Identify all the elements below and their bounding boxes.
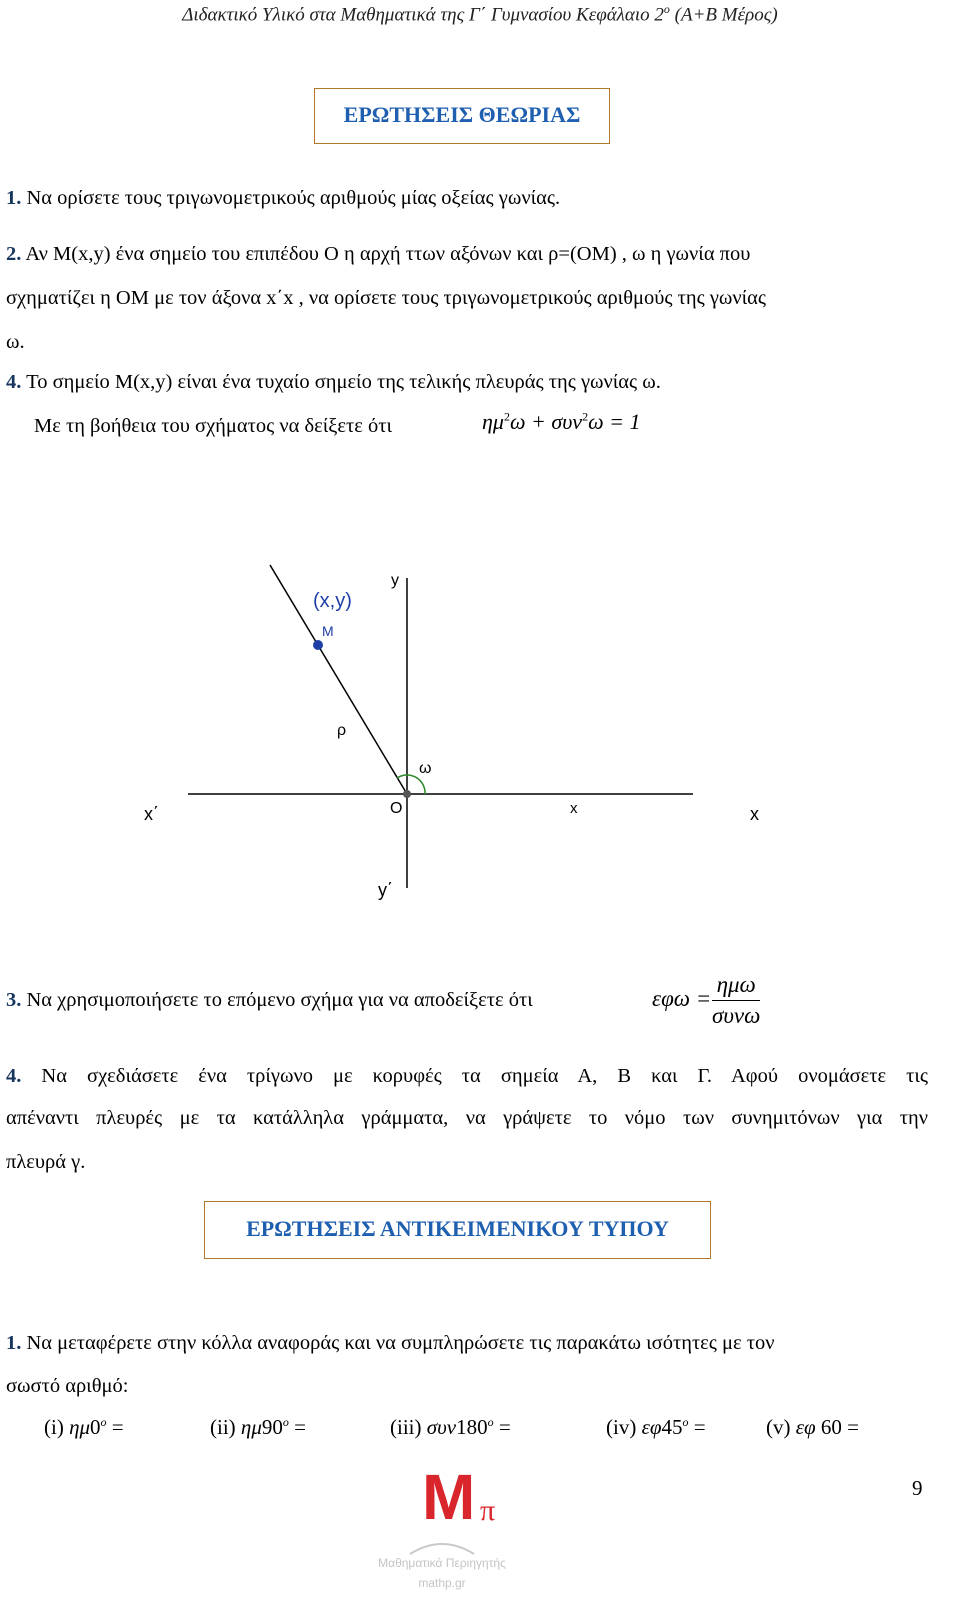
question-number: 1. bbox=[6, 187, 22, 209]
logo-letter-pi: π bbox=[480, 1494, 496, 1527]
origin-label: O bbox=[390, 800, 403, 817]
theory-section-title: ΕΡΩΤΗΣΕΙΣ ΘΕΩΡΙΑΣ bbox=[314, 88, 610, 144]
equality-item-3 bbox=[390, 1415, 511, 1440]
theory-question-2 bbox=[6, 242, 930, 266]
item-equals: = bbox=[111, 1415, 124, 1439]
header-text: Διδακτικό Υλικό στα Μαθηματικά της Γ΄ Γυμνασίου Κεφάλαιο 2 bbox=[182, 4, 664, 26]
item-function: εφ bbox=[641, 1415, 662, 1439]
item-degree: ο bbox=[487, 1415, 494, 1429]
question-number: 4. bbox=[6, 1065, 22, 1087]
theory-question-1 bbox=[6, 186, 560, 210]
theory-question-3 bbox=[6, 988, 533, 1012]
objective-question-1-line2: σωστό αριθμό: bbox=[6, 1375, 129, 1397]
question-number: 2. bbox=[6, 243, 22, 265]
item-equals: = bbox=[847, 1415, 859, 1439]
question-text-line1: Αν Μ(x,y) ένα σημείο του επιπέδου Ο η αρχή ττων αξόνων και ρ=(ΟΜ) , ω η γωνία που bbox=[21, 243, 751, 265]
identity-square-2: 2 bbox=[582, 409, 589, 424]
radius-label: ρ bbox=[337, 722, 347, 739]
logo-arc bbox=[362, 1536, 522, 1556]
item-function: ημ bbox=[69, 1415, 91, 1439]
item-argument: 180 bbox=[456, 1415, 488, 1439]
item-function: ημ bbox=[240, 1415, 262, 1439]
question-text-line1: Να σχεδιάσετε ένα τρίγωνο με κορυφές τα σημεία Α, Β και Γ. Αφού ονομάσετε τις bbox=[21, 1065, 928, 1087]
theory-question-4a-line2: Με τη βοήθεια του σχήματος να δείξετε ότι bbox=[34, 415, 392, 437]
identity-square-1: 2 bbox=[503, 409, 510, 424]
equality-item-5 bbox=[766, 1415, 859, 1440]
tangent-formula-fraction bbox=[712, 972, 760, 1029]
fraction-numerator: ημω bbox=[712, 972, 760, 1001]
theory-question-4b bbox=[6, 1064, 928, 1088]
item-function: συν bbox=[426, 1415, 457, 1439]
equality-item-2 bbox=[210, 1415, 306, 1440]
item-label: (iv) bbox=[606, 1415, 637, 1439]
tangent-formula-lhs: εφω = bbox=[652, 986, 712, 1011]
identity-part-a: ημ bbox=[482, 409, 504, 434]
item-label: (iii) bbox=[390, 1415, 422, 1439]
item-degree: ο bbox=[682, 1415, 689, 1429]
item-label: (v) bbox=[766, 1415, 791, 1439]
fraction-denominator: συνω bbox=[712, 1003, 761, 1028]
objective-section-title: ΕΡΩΤΗΣΕΙΣ ΑΝΤΙΚΕΙΜΕΝΙΚΟΥ ΤΥΠΟΥ bbox=[204, 1201, 711, 1259]
question-number: 1. bbox=[6, 1332, 22, 1354]
y-prime-label: y΄ bbox=[378, 880, 393, 900]
item-function: εφ bbox=[795, 1415, 816, 1439]
question-text: Να ορίσετε τους τριγωνομετρικούς αριθμούς μίας οξείας γωνίας. bbox=[21, 187, 561, 209]
item-argument: 45 bbox=[661, 1415, 683, 1439]
header-sup: ο bbox=[663, 2, 670, 16]
item-degree: ο bbox=[282, 1415, 289, 1429]
header-suffix: (Α+Β Μέρος) bbox=[669, 4, 778, 26]
item-label: (i) bbox=[44, 1415, 64, 1439]
x-prime-label: x΄ bbox=[144, 804, 159, 824]
theory-question-2-line2: σχηματίζει η ΟΜ με τον άξονα x΄x , να ορίσετε τους τριγωνομετρικούς αριθμούς της γωνίας bbox=[6, 287, 767, 309]
publisher-logo bbox=[362, 1462, 522, 1612]
unit-angle-figure bbox=[0, 540, 960, 920]
angle-label: ω bbox=[419, 760, 432, 777]
logo-caption: Μαθηματικά Περιηγητής bbox=[378, 1556, 506, 1570]
identity-part-c: ω = 1 bbox=[588, 409, 641, 434]
question-text: Το σημείο Μ(x,y) είναι ένα τυχαίο σημείο της τελικής πλευράς της γωνίας ω. bbox=[21, 371, 661, 393]
point-m bbox=[313, 640, 323, 650]
logo-url: mathp.gr bbox=[418, 1576, 466, 1590]
item-equals: = bbox=[693, 1415, 706, 1439]
identity-part-b: ω + συν bbox=[509, 409, 583, 434]
item-equals: = bbox=[498, 1415, 511, 1439]
theory-question-2-line3: ω. bbox=[6, 331, 25, 353]
question-text-line1: Να μεταφέρετε στην κόλλα αναφοράς και να συμπληρώσετε τις παρακάτω ισότητες με τον bbox=[21, 1332, 775, 1354]
origin-point bbox=[403, 790, 411, 798]
point-coordinates-label: (x,y) bbox=[313, 590, 352, 612]
item-label: (ii) bbox=[210, 1415, 236, 1439]
theory-question-4a bbox=[6, 370, 661, 394]
item-degree: ο bbox=[100, 1415, 107, 1429]
x-small-label: x bbox=[570, 800, 578, 817]
theory-question-4b-line2: απέναντι πλευρές με τα κατάλληλα γράμματα, να γράψετε το νόμο των συνημιτόνων για την bbox=[6, 1107, 928, 1129]
item-argument: 90 bbox=[261, 1415, 283, 1439]
equality-item-4 bbox=[606, 1415, 706, 1440]
page-number: 9 bbox=[912, 1476, 923, 1500]
question-number: 3. bbox=[6, 989, 22, 1011]
logo-letter-m: Μ bbox=[422, 1461, 476, 1533]
question-text: Να χρησιμοποιήσετε το επόμενο σχήμα για να αποδείξετε ότι bbox=[21, 989, 533, 1011]
objective-question-1 bbox=[6, 1331, 930, 1355]
x-axis-label: x bbox=[750, 804, 759, 824]
y-axis-label: y bbox=[391, 572, 399, 589]
equality-item-1 bbox=[44, 1415, 124, 1440]
running-header bbox=[0, 2, 960, 26]
item-argument: 60 bbox=[815, 1415, 842, 1439]
item-argument: 0 bbox=[90, 1415, 101, 1439]
question-number: 4. bbox=[6, 371, 22, 393]
identity-formula bbox=[482, 409, 640, 435]
item-equals: = bbox=[294, 1415, 306, 1439]
point-name-label: M bbox=[322, 623, 334, 639]
theory-question-4b-line3: πλευρά γ. bbox=[6, 1151, 86, 1173]
